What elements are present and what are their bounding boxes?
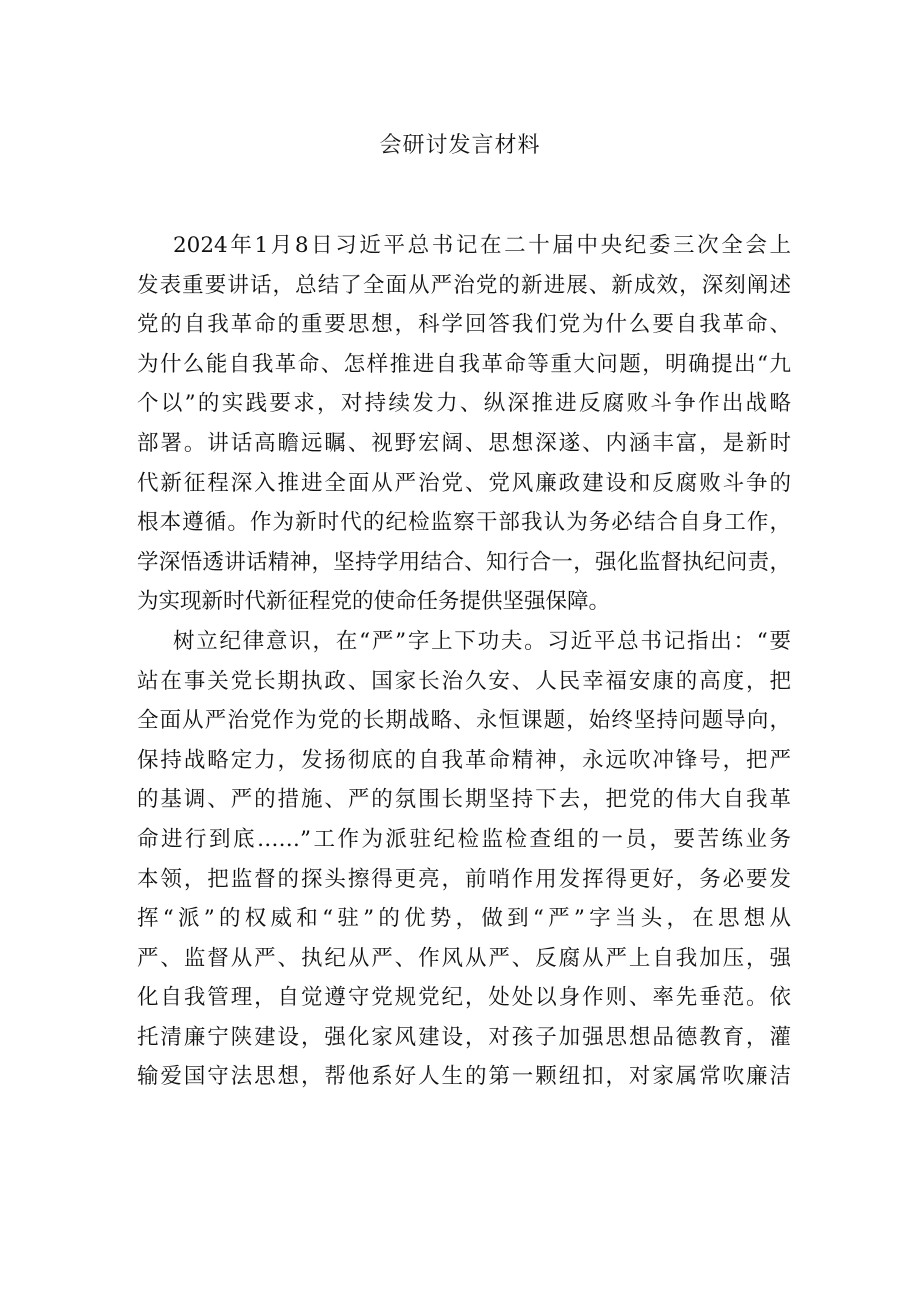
text-line: 本领，把监督的探头擦得更亮，前哨作用发挥得更好，务必要发 <box>137 866 791 892</box>
text-line: 保持战略定力，发扬彻底的自我革命精神，永远吹冲锋号，把严 <box>137 747 791 773</box>
text-line: 化自我管理，自觉遵守党规党纪，处处以身作则、率先垂范。依 <box>137 985 791 1011</box>
text-line: 为实现新时代新征程党的使命任务提供坚强保障。 <box>137 589 611 615</box>
text-line: 严、监督从严、执纪从严、作风从严、反腐从严上自我加压，强 <box>137 945 791 971</box>
text-line: 个以”的实践要求，对持续发力、纵深推进反腐败斗争作出战略 <box>137 391 791 417</box>
text-line: 输爱国守法思想，帮他系好人生的第一颗纽扣，对家属常吹廉洁 <box>137 1064 791 1090</box>
text-line: 根本遵循。作为新时代的纪检监察干部我认为务必结合自身工作， <box>137 510 791 536</box>
text-line: 为什么能自我革命、怎样推进自我革命等重大问题，明确提出“九 <box>137 351 791 377</box>
text-line: 挥“派”的权威和“驻”的优势，做到“严”字当头，在思想从 <box>137 906 791 932</box>
text-line: 托清廉宁陕建设，强化家风建设，对孩子加强思想品德教育，灌 <box>137 1024 791 1050</box>
paragraph-1 <box>137 226 791 622</box>
text-line: 的基调、严的措施、严的氛围长期坚持下去，把党的伟大自我革 <box>137 787 791 813</box>
text-line: 站在事关党长期执政、国家长治久安、人民幸福安康的高度，把 <box>137 668 791 694</box>
text-line: 部署。讲话高瞻远瞩、视野宏阔、思想深遂、内涵丰富，是新时 <box>137 430 791 456</box>
paragraph-2 <box>137 622 791 1097</box>
text-line: 全面从严治党作为党的长期战略、永恒课题，始终坚持问题导向， <box>137 708 791 734</box>
text-line: 2024年1月8日习近平总书记在二十届中央纪委三次全会上 <box>173 233 791 258</box>
text-line: 学深悟透讲话精神，坚持学用结合、知行合一，强化监督执纪问责， <box>137 549 791 575</box>
document-title: 会研讨发言材料 <box>379 133 541 158</box>
document-body <box>137 226 791 1097</box>
text-line: 命进行到底……”工作为派驻纪检监检查组的一员，要苦练业务 <box>137 826 791 852</box>
text-line: 党的自我革命的重要思想，科学回答我们党为什么要自我革命、 <box>137 312 791 338</box>
text-line: 代新征程深入推进全面从严治党、党风廉政建设和反腐败斗争的 <box>137 470 791 496</box>
text-line: 发表重要讲话，总结了全面从严治党的新进展、新成效，深刻阐述 <box>137 272 791 298</box>
text-line: 树立纪律意识，在“严”字上下功夫。习近平总书记指出：“要 <box>173 628 791 654</box>
